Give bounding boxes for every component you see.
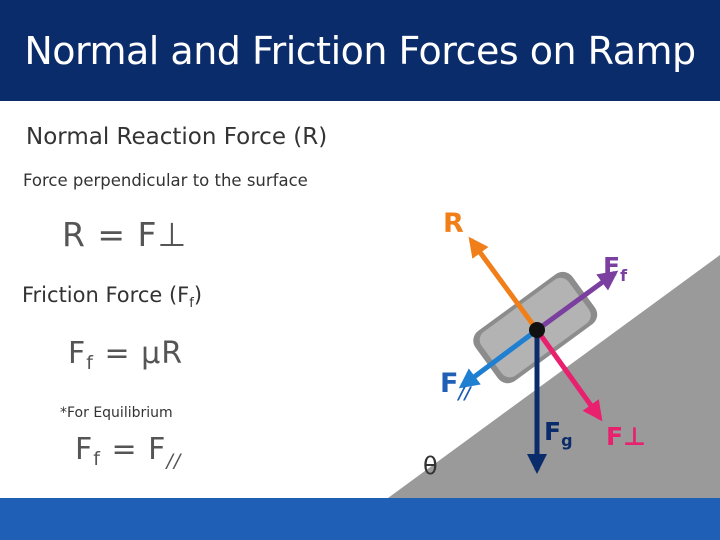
normal-force-description: Force perpendicular to the surface xyxy=(23,171,308,190)
label-Ff xyxy=(603,252,628,285)
label-Ff-main: F xyxy=(603,252,621,281)
label-theta: θ xyxy=(423,452,438,480)
label-Fpar xyxy=(440,368,473,404)
eq-eq-mid: = F xyxy=(100,432,167,467)
equilibrium-note: *For Equilibrium xyxy=(60,405,173,421)
label-Fg-main: F xyxy=(544,417,562,446)
eq-friction-f: F xyxy=(68,336,87,371)
label-Fg-sub: g xyxy=(561,431,573,450)
heading-normal-force: Normal Reaction Force (R) xyxy=(26,124,328,150)
heading-friction-close: ) xyxy=(193,283,203,307)
heading-friction-sub: f xyxy=(189,296,194,312)
label-Fpar-sub: // xyxy=(458,384,471,404)
eq-eq-sub: f xyxy=(93,448,101,470)
label-R: R xyxy=(443,208,464,239)
center-of-mass-dot xyxy=(529,322,545,338)
eq-friction-sub: f xyxy=(86,352,94,374)
label-Fperp: F⊥ xyxy=(606,422,646,451)
label-Ff-sub: f xyxy=(620,266,628,285)
heading-friction-text: Friction Force (F xyxy=(22,283,190,307)
label-Fpar-main: F xyxy=(440,368,459,399)
equation-normal: R = F⊥ xyxy=(62,215,188,254)
eq-eq-parallel: // xyxy=(166,450,182,472)
slide-title: Normal and Friction Forces on Ramp xyxy=(24,28,696,73)
eq-friction-rhs: = μR xyxy=(93,336,184,371)
eq-eq-f: F xyxy=(75,432,94,467)
bottom-bar xyxy=(0,498,720,540)
